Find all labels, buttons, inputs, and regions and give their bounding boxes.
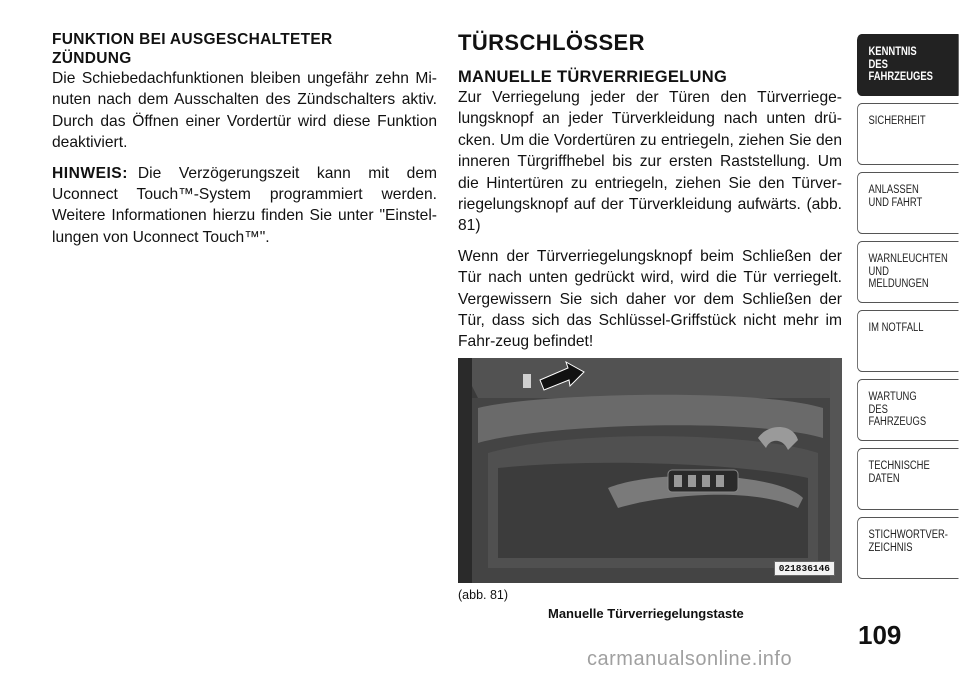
tab-label: STICHWORTVER- ZEICHNIS bbox=[868, 529, 948, 554]
left-column bbox=[52, 30, 437, 257]
page-number: 109 bbox=[858, 620, 902, 650]
page-title: TÜRSCHLÖSSER bbox=[458, 30, 645, 55]
sunroof-paragraph: Die Schiebedachfunktionen bleiben ungefähr zehn Mi-nuten nach dem Ausschalten des Zündschalters aktiv. Durch das Öffnen einer Vordertür wird diese Funktion deaktiviert. bbox=[52, 70, 437, 152]
tab-kenntnis[interactable] bbox=[857, 34, 959, 96]
tab-label: ANLASSEN UND FAHRT bbox=[868, 184, 923, 209]
tab-stichwortverzeichnis[interactable] bbox=[857, 517, 959, 579]
tab-anlassen[interactable] bbox=[857, 172, 959, 234]
figure-caption: Manuelle Türverriegelungstaste bbox=[548, 606, 744, 621]
door-panel-illustration bbox=[458, 358, 842, 583]
tab-label: WARTUNG DES FAHRZEUGS bbox=[868, 391, 927, 428]
section-heading: FUNKTION BEI AUSGESCHALTETER ZÜNDUNG bbox=[52, 31, 333, 67]
subsection-heading: MANUELLE TÜRVERRIEGELUNG bbox=[458, 68, 728, 86]
tab-label: SICHERHEIT bbox=[868, 115, 926, 127]
tab-technische-daten[interactable] bbox=[857, 448, 959, 510]
warning-paragraph: Wenn der Türverriegelungsknopf beim Schließen der Tür nach unten gedrückt wird, wird die Tür verriegelt. Vergewissern Sie sich daher vor dem Schließen der Tür, dass sich das Schlüssel-Griffstück nicht mehr im Fahr-zeug befindet! bbox=[458, 247, 842, 351]
tab-label: TECHNISCHE DATEN bbox=[868, 460, 930, 485]
tab-wartung[interactable] bbox=[857, 379, 959, 441]
tab-label: IM NOTFALL bbox=[868, 322, 924, 334]
tab-warnleuchten[interactable] bbox=[857, 241, 959, 303]
lock-paragraph: Zur Verriegelung jeder der Türen den Türverriege-lungsknopf an jeder Türverkleidung nach unten drü-cken. Um die Vordertüren zu entriegeln, ziehen Sie den inneren Türgriffhebel bis zur ersten Raststellung. Um die Hintertüren zu entriegeln, ziehen Sie den Türver-riegelungsknopf auf der Türverkleidung aufwärts. (abb. 81) bbox=[458, 89, 842, 235]
note-text: Die Verzögerungszeit kann mit dem Uconnect Touch™-System programmiert werden. Weitere Informationen hierzu finden Sie unter "Einstel-lungen von Uconnect Touch™". bbox=[52, 164, 437, 246]
figure-code: 021836146 bbox=[774, 561, 835, 576]
tab-label: KENNTNIS DES FAHRZEUGES bbox=[868, 46, 933, 83]
right-column bbox=[458, 30, 842, 362]
tab-sicherheit[interactable] bbox=[857, 103, 959, 165]
tab-notfall[interactable] bbox=[857, 310, 959, 372]
door-lock-figure bbox=[458, 358, 842, 583]
watermark: carmanualsonline.info bbox=[587, 648, 793, 670]
figure-reference: (abb. 81) bbox=[458, 588, 509, 602]
note-paragraph bbox=[52, 163, 437, 249]
tab-label: WARNLEUCHTEN UND MELDUNGEN bbox=[868, 253, 948, 290]
chapter-tabs bbox=[857, 34, 960, 586]
note-label: HINWEIS: bbox=[52, 164, 128, 182]
